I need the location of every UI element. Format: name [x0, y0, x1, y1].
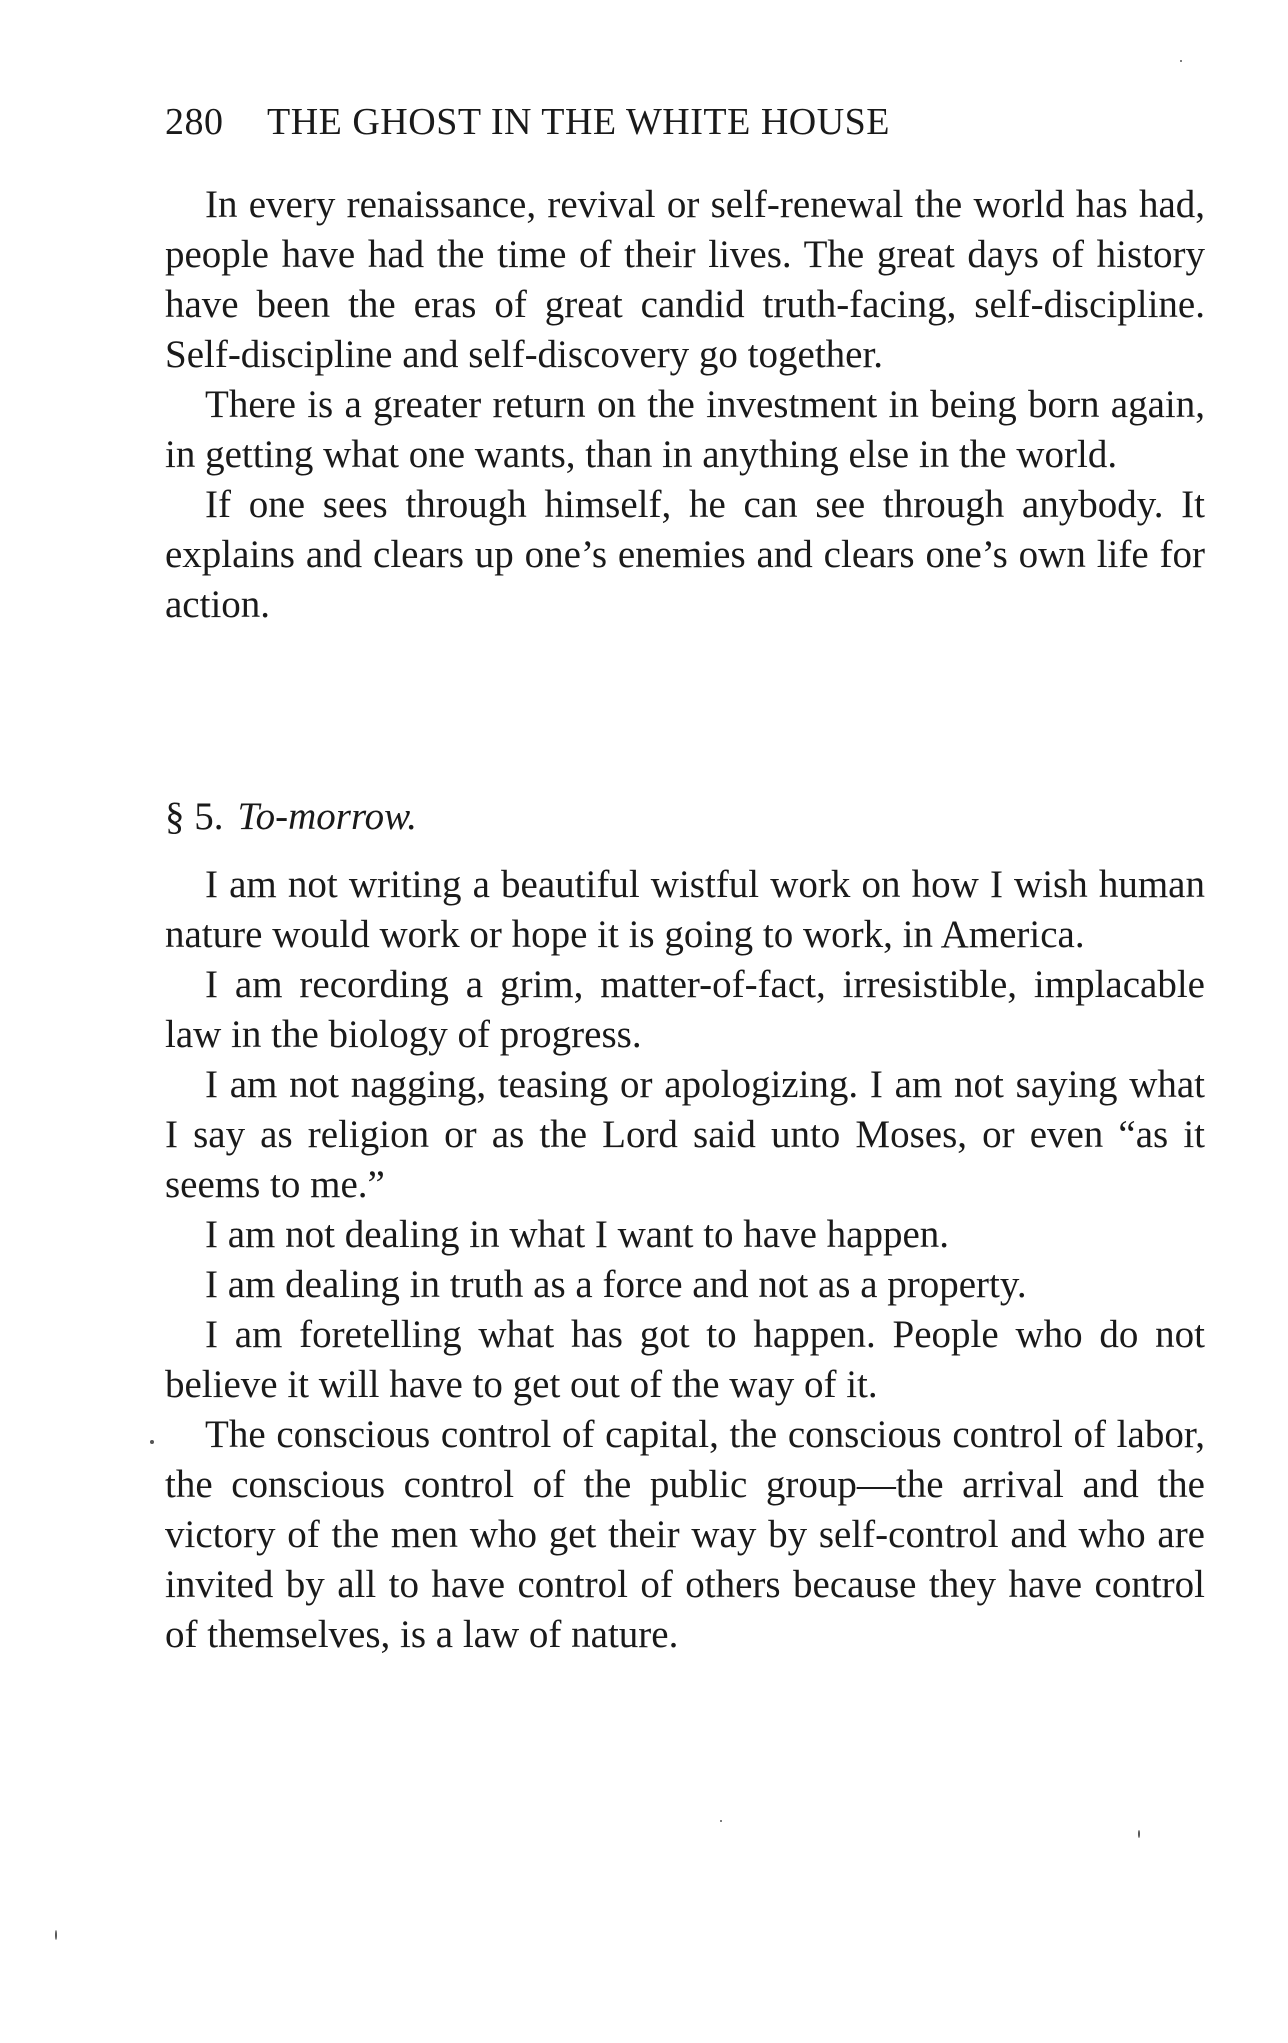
section-title: To-morrow. [237, 795, 418, 838]
paragraph: I am not writing a beautiful wistful work on how I wish human nature would work or hope it is going to work, in America. [165, 863, 1205, 956]
paragraph: I am dealing in truth as a force and not as a property. [205, 1263, 1027, 1306]
scan-speck [55, 1930, 57, 1940]
section-heading [165, 792, 417, 842]
running-header [165, 98, 1095, 146]
paragraph: I am foretelling what has got to happen. People who do not believe it will have to get out of the way of it. [165, 1313, 1205, 1406]
scan-speck [1180, 60, 1182, 62]
paragraph: I am recording a grim, matter-of-fact, irresistible, implacable law in the biology of progress. [165, 963, 1205, 1056]
paragraph: If one sees through himself, he can see through anybody. It explains and clears up one’s enemies and clears one’s own life for action. [165, 483, 1205, 626]
body-text-after-section [165, 860, 1205, 1660]
paragraph: In every renaissance, revival or self-renewal the world has had, people have had the time of their lives. The great days of history have been the eras of great candid truth-facing, self-discipline. Self-discipline and self-discovery go together. [165, 183, 1205, 376]
paragraph: The conscious control of capital, the conscious control of labor, the conscious control of the public group—the arrival and the victory of the men who get their way by self-control and who are invited by all to have control of others because they have control of themselves, is a law of nature. [165, 1413, 1205, 1656]
paragraph: I am not dealing in what I want to have happen. [205, 1213, 950, 1256]
running-title: THE GHOST IN THE WHITE HOUSE [267, 101, 891, 143]
scan-speck [1138, 1830, 1140, 1838]
section-number: § 5. [165, 795, 224, 838]
paragraph: There is a greater return on the investment in being born again, in getting what one wants, than in anything else in the world. [165, 383, 1205, 476]
paragraph: I am not nagging, teasing or apologizing. I am not saying what I say as religion or as the Lord said unto Moses, or even “as it seems to me.” [165, 1063, 1205, 1206]
scan-speck [150, 1440, 154, 1444]
page-number: 280 [165, 101, 224, 143]
body-text-before-section [165, 180, 1205, 630]
scan-speck [720, 1820, 722, 1822]
